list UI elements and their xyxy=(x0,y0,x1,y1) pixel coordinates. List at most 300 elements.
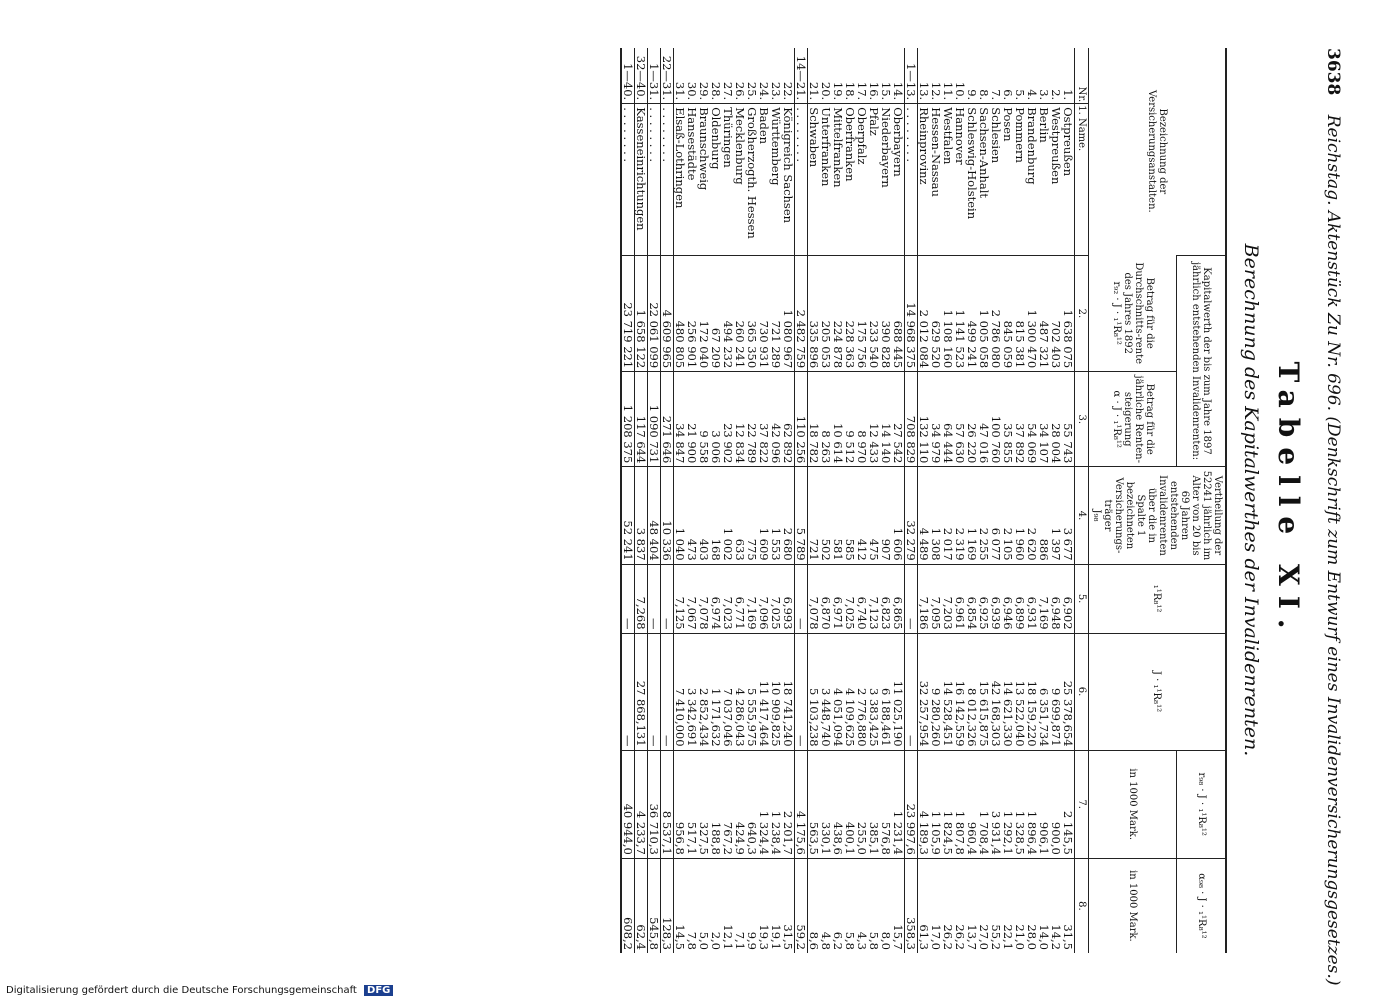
cell-c6: 7 037,046 xyxy=(722,633,734,750)
cell-c4: 4 489 xyxy=(917,467,930,564)
table-row xyxy=(1038,48,1050,953)
cell-c2: 1 080 967 xyxy=(782,255,795,371)
cell-nr: 10. xyxy=(952,81,967,101)
cell-c2: 815 381 xyxy=(1014,255,1026,371)
cell-name: Oberfranken xyxy=(844,104,856,256)
cell-nr: 25. xyxy=(744,81,759,101)
cell-c8: 4,3 xyxy=(856,858,868,953)
cell-c4: 2 620 xyxy=(1026,467,1038,564)
cell-name: Brandenburg xyxy=(1026,104,1038,256)
cell-name: Kasseneinrichtungen xyxy=(634,104,647,256)
table-row xyxy=(1002,48,1014,953)
cell-name: Niederbayern xyxy=(880,104,892,256)
cell-c4: 32 279 xyxy=(904,467,917,564)
cell-c5: 7,268 xyxy=(634,564,647,633)
cell-c7: 255,0 xyxy=(856,750,868,858)
table-row xyxy=(880,48,892,953)
cell-c2: 480 805 xyxy=(673,255,686,371)
digitization-footer xyxy=(6,985,393,996)
cell-c4: 5 789 xyxy=(794,467,807,564)
table-row-subtotal xyxy=(634,48,647,953)
cell-c6: 16 142,559 xyxy=(954,633,966,750)
dfg-logo: DFG xyxy=(364,985,393,996)
cell-c3: 271 646 xyxy=(660,372,673,467)
cell-c8: 14,0 xyxy=(1038,858,1050,953)
cell-c6: 14 621,330 xyxy=(1002,633,1014,750)
cell-c7: 767,2 xyxy=(722,750,734,858)
cell-c5: 6,925 xyxy=(978,564,990,633)
cell-c5: 7,067 xyxy=(686,564,698,633)
cell-c6: 1 171,632 xyxy=(710,633,722,750)
cell-c4: 721 xyxy=(807,467,820,564)
cell-c6: 2 852,434 xyxy=(698,633,710,750)
cell-nr: 22. xyxy=(780,81,795,101)
cell-c2: 228 363 xyxy=(844,255,856,371)
cell-c8: 17,0 xyxy=(930,858,942,953)
cell-c6: 2 776,880 xyxy=(856,633,868,750)
col-number-4: 4. xyxy=(1074,467,1088,564)
cell-c2: 224 878 xyxy=(832,255,844,371)
table-row-subtotal xyxy=(660,48,673,953)
cell-c4: 2 255 xyxy=(978,467,990,564)
cell-name: Württemberg xyxy=(770,104,782,256)
cell-c4: 3 837 xyxy=(634,467,647,564)
cell-c6: 4 051,094 xyxy=(832,633,844,750)
cell-c3: 22 789 xyxy=(746,372,758,467)
table-row xyxy=(966,48,978,953)
cell-name: Posen xyxy=(1002,104,1014,256)
cell-c6: 18 159,220 xyxy=(1026,633,1038,750)
cell-c8: 21,0 xyxy=(1014,858,1026,953)
cell-c4: 1 609 xyxy=(758,467,770,564)
cell-c4: 907 xyxy=(880,467,892,564)
table-row xyxy=(673,48,686,953)
cell-name: Mittelfranken xyxy=(832,104,844,256)
cell-c2: 365 350 xyxy=(746,255,758,371)
cell-c7: 36 710,3 xyxy=(647,750,660,858)
cell-c6: 27 868,131 xyxy=(634,633,647,750)
cell-c7: 23 997,6 xyxy=(904,750,917,858)
table-row-subtotal xyxy=(621,48,635,953)
cell-nr: 14. xyxy=(890,81,905,101)
table-subheading: Berechnung des Kapitalwerthes der Invalidenrenten. xyxy=(1239,243,1262,757)
col-2-formula: r₉₂ · J · ₁¹R₈¹² xyxy=(1110,281,1122,345)
cell-nr: 9. xyxy=(964,89,979,101)
cell-c5: 6,870 xyxy=(820,564,832,633)
cell-nr: 29. xyxy=(696,81,711,101)
cell-c7: 517,1 xyxy=(686,750,698,858)
cell-c2: 1 141 523 xyxy=(954,255,966,371)
table-row-subtotal xyxy=(904,48,917,953)
col-number-7: 7. xyxy=(1074,750,1088,858)
cell-name: Unterfranken xyxy=(820,104,832,256)
table-row xyxy=(892,48,905,953)
cell-c2: 730 931 xyxy=(758,255,770,371)
cell-c4: 2 105 xyxy=(1002,467,1014,564)
cell-nr: 15. xyxy=(878,81,893,101)
cell-c4: 10 336 xyxy=(660,467,673,564)
cell-c7: 4 189,3 xyxy=(917,750,930,858)
table-row xyxy=(942,48,954,953)
cell-c8: 31,5 xyxy=(1062,858,1075,953)
cell-c7: 1 807,8 xyxy=(954,750,966,858)
cell-name: Westfalen xyxy=(942,104,954,256)
cell-c6: 7 410,000 xyxy=(673,633,686,750)
cell-c4: 412 xyxy=(856,467,868,564)
cell-c4: 886 xyxy=(1038,467,1050,564)
cell-c2: 4 609 965 xyxy=(660,255,673,371)
cell-c7: 8 537,1 xyxy=(660,750,673,858)
cell-c2: 175 756 xyxy=(856,255,868,371)
cell-c6: 4 109,625 xyxy=(844,633,856,750)
cell-c7: 900,0 xyxy=(1050,750,1062,858)
cell-c5: 7,169 xyxy=(746,564,758,633)
table-row xyxy=(746,48,758,953)
cell-c4: 168 xyxy=(710,467,722,564)
cell-nr: 14—21. xyxy=(794,48,807,104)
table-row xyxy=(1050,48,1062,953)
cell-c2: 335 896 xyxy=(807,255,820,371)
cell-c6: — xyxy=(621,633,635,750)
cell-nr: 2. xyxy=(1048,89,1063,101)
cell-name: Rheinprovinz xyxy=(917,104,930,256)
cell-c4: 1 169 xyxy=(966,467,978,564)
cell-nr: 27. xyxy=(720,81,735,101)
cell-nr: 1—31. xyxy=(647,48,660,104)
cell-c8: 31,5 xyxy=(782,858,795,953)
cell-nr: 1—13. xyxy=(904,48,917,104)
cell-c3: 21 900 xyxy=(686,372,698,467)
cell-c8: 26,2 xyxy=(942,858,954,953)
cell-c4: 1 397 xyxy=(1050,467,1062,564)
table-row xyxy=(844,48,856,953)
cell-c7: 188,8 xyxy=(710,750,722,858)
cell-name: Sachsen-Anhalt xyxy=(978,104,990,256)
cell-nr: 13. xyxy=(916,81,931,101)
cell-c7: 327,5 xyxy=(698,750,710,858)
cell-c2: 2 012 084 xyxy=(917,255,930,371)
cell-c5: 7,023 xyxy=(722,564,734,633)
cell-c2: 205 053 xyxy=(820,255,832,371)
cell-name: . . . . . . . . xyxy=(621,104,635,256)
cell-c3: 1 090 731 xyxy=(647,372,660,467)
cell-nr: 20. xyxy=(818,81,833,101)
cell-c2: 1 108 160 xyxy=(942,255,954,371)
cell-c3: 26 220 xyxy=(966,372,978,467)
cell-c3: 28 004 xyxy=(1050,372,1062,467)
cell-name: Baden xyxy=(758,104,770,256)
cell-name: Westpreußen xyxy=(1050,104,1062,256)
cell-c6: 10 909,825 xyxy=(770,633,782,750)
cell-c3: 117 644 xyxy=(634,372,647,467)
cell-c3: 9 558 xyxy=(698,372,710,467)
cell-c3: 1 208 375 xyxy=(621,372,635,467)
cell-c3: 12 433 xyxy=(868,372,880,467)
cell-c7: 906,1 xyxy=(1038,750,1050,858)
cell-c3: 10 614 xyxy=(832,372,844,467)
col-header-nr: Nr. xyxy=(1074,48,1088,104)
cell-c2: 23 719 221 xyxy=(621,255,635,371)
cell-c5: 6,971 xyxy=(832,564,844,633)
cell-name: . . . . . . . . xyxy=(794,104,807,256)
cell-nr: 12. xyxy=(928,81,943,101)
table-row xyxy=(698,48,710,953)
cell-name: . . . . . . . . xyxy=(660,104,673,256)
cell-c7: 1 328,5 xyxy=(1014,750,1026,858)
cell-c7: 400,1 xyxy=(844,750,856,858)
cell-c5: 7,203 xyxy=(942,564,954,633)
table-row xyxy=(782,48,795,953)
cell-c8: 26,2 xyxy=(954,858,966,953)
cell-c4: 475 xyxy=(868,467,880,564)
cell-name: Oldenburg xyxy=(710,104,722,256)
cell-c2: 256 901 xyxy=(686,255,698,371)
cell-nr: 8. xyxy=(976,89,991,101)
cell-c8: 6,2 xyxy=(832,858,844,953)
cell-c6: 9 280,260 xyxy=(930,633,942,750)
cell-nr: 1—40. xyxy=(621,48,635,104)
cell-c6: 32 257,954 xyxy=(917,633,930,750)
cell-c8: 545,8 xyxy=(647,858,660,953)
col-1-number: 1. xyxy=(1075,105,1087,115)
cell-c7: 40 944,0 xyxy=(621,750,635,858)
cell-c8: 8,0 xyxy=(880,858,892,953)
cell-c4: 6 077 xyxy=(990,467,1002,564)
col-header-7: r₉₈ · J · ₁¹R₈¹² xyxy=(1176,750,1225,858)
cell-name: Schlesien xyxy=(990,104,1002,256)
cell-nr: 3. xyxy=(1036,89,1051,101)
cell-nr: 7. xyxy=(988,89,1003,101)
cell-c3: 3 006 xyxy=(710,372,722,467)
cell-c2: 14 968 375 xyxy=(904,255,917,371)
col-4-formula: J₉₈ xyxy=(1090,509,1102,522)
cell-c4: 775 xyxy=(746,467,758,564)
cell-c5: 6,948 xyxy=(1050,564,1062,633)
cell-c6: 5 555,975 xyxy=(746,633,758,750)
col-header-2 xyxy=(1088,255,1176,371)
col-number-6: 6. xyxy=(1074,633,1088,750)
cell-c8: 5,0 xyxy=(698,858,710,953)
cell-c2: 487 321 xyxy=(1038,255,1050,371)
table-row xyxy=(710,48,722,953)
table-row xyxy=(686,48,698,953)
cell-c8: 128,3 xyxy=(660,858,673,953)
table-row xyxy=(868,48,880,953)
cell-c6: 11 417,464 xyxy=(758,633,770,750)
cell-c2: 494 232 xyxy=(722,255,734,371)
col-header-4 xyxy=(1088,467,1226,564)
cell-c4: 473 xyxy=(686,467,698,564)
cell-c8: 28,0 xyxy=(1026,858,1038,953)
table-row-subtotal xyxy=(647,48,660,953)
table-row-subtotal xyxy=(794,48,807,953)
col-number-3: 3. xyxy=(1074,372,1088,467)
cell-name: . . . . . . . . xyxy=(904,104,917,256)
cell-c7: 1 896,4 xyxy=(1026,750,1038,858)
cell-c2: 67 209 xyxy=(710,255,722,371)
cell-c8: 59,2 xyxy=(794,858,807,953)
cell-c7: 1 105,9 xyxy=(930,750,942,858)
cell-c4: 502 xyxy=(820,467,832,564)
table-row xyxy=(734,48,746,953)
cell-nr: 21. xyxy=(806,81,821,101)
cell-c2: 1 300 470 xyxy=(1026,255,1038,371)
cell-c2: 688 445 xyxy=(892,255,905,371)
cell-c6: 3 383,425 xyxy=(868,633,880,750)
cell-nr: 11. xyxy=(940,81,955,101)
cell-c2: 721 289 xyxy=(770,255,782,371)
table-row xyxy=(770,48,782,953)
cell-c8: 61,3 xyxy=(917,858,930,953)
cell-c3: 110 256 xyxy=(794,372,807,467)
cell-c5: 7,025 xyxy=(844,564,856,633)
cell-name: Schwaben xyxy=(807,104,820,256)
cell-c3: 100 760 xyxy=(990,372,1002,467)
cell-c8: 19,3 xyxy=(758,858,770,953)
col-3-label: Betrag für die jährliche Renten-steigerung xyxy=(1121,375,1155,463)
cell-c8: 15,7 xyxy=(892,858,905,953)
cell-c5: — xyxy=(647,564,660,633)
cell-c3: 42 096 xyxy=(770,372,782,467)
cell-c4: 1 040 xyxy=(673,467,686,564)
cell-c5: — xyxy=(621,564,635,633)
cell-c3: 27 542 xyxy=(892,372,905,467)
cell-c3: 55 743 xyxy=(1062,372,1075,467)
cell-c5: 7,096 xyxy=(758,564,770,633)
cell-name: Hansestädte xyxy=(686,104,698,256)
cell-c2: 1 005 058 xyxy=(978,255,990,371)
cell-c8: 358,3 xyxy=(904,858,917,953)
cell-c5: 6,946 xyxy=(1002,564,1014,633)
col-header-name xyxy=(1074,104,1088,256)
cell-c7: 438,6 xyxy=(832,750,844,858)
cell-c3: 8 970 xyxy=(856,372,868,467)
name-group-label: Bezeichnung der Versicherungsanstalten. xyxy=(1145,89,1168,213)
cell-c6: — xyxy=(647,633,660,750)
cell-c2: 1 638 075 xyxy=(1062,255,1075,371)
cell-c8: 13,7 xyxy=(966,858,978,953)
cell-nr: 30. xyxy=(684,81,699,101)
cell-c4: 48 404 xyxy=(647,467,660,564)
cell-c5: 6,899 xyxy=(1014,564,1026,633)
document-title: Reichstag. Aktenstück Zu Nr. 696. (Denkschrift zum Entwurf eines Invalidenversicherungsgesetzes.) xyxy=(1322,114,1343,986)
cell-c2: 702 403 xyxy=(1050,255,1062,371)
cell-c5: 6,902 xyxy=(1062,564,1075,633)
cell-c4: 585 xyxy=(844,467,856,564)
cell-c7: 330,1 xyxy=(820,750,832,858)
cell-c5: 6,865 xyxy=(892,564,905,633)
cell-c8: 62,4 xyxy=(634,858,647,953)
cell-c4: 403 xyxy=(698,467,710,564)
cell-c7: 424,9 xyxy=(734,750,746,858)
cell-c3: 35 855 xyxy=(1002,372,1014,467)
cell-c2: 2 482 759 xyxy=(794,255,807,371)
cell-c3: 14 140 xyxy=(880,372,892,467)
cell-c5: — xyxy=(660,564,673,633)
cell-c8: 608,2 xyxy=(621,858,635,953)
table-row xyxy=(807,48,820,953)
cell-c8: 8,6 xyxy=(807,858,820,953)
cell-c2: 172 040 xyxy=(698,255,710,371)
cell-nr: 16. xyxy=(866,81,881,101)
col-number-8: 8. xyxy=(1074,858,1088,953)
cell-c2: 2 786 080 xyxy=(990,255,1002,371)
col-header-5: ₁¹R₈¹² xyxy=(1088,564,1226,633)
cell-c4: 1 960 xyxy=(1014,467,1026,564)
cell-c7: 960,4 xyxy=(966,750,978,858)
cell-c7: 3 931,4 xyxy=(990,750,1002,858)
cell-name: Braunschweig xyxy=(698,104,710,256)
cell-c5: — xyxy=(904,564,917,633)
cell-c3: 62 892 xyxy=(782,372,795,467)
cell-c5: 6,931 xyxy=(1026,564,1038,633)
page-number: 3638 xyxy=(1322,48,1343,96)
cell-c5: 6,740 xyxy=(856,564,868,633)
cell-c4: 2 017 xyxy=(942,467,954,564)
cell-name: Ostpreußen xyxy=(1062,104,1075,256)
col-header-name-group xyxy=(1088,48,1226,255)
col-7-unit: in 1000 Mark. xyxy=(1088,750,1176,858)
cell-c7: 576,8 xyxy=(880,750,892,858)
cell-c5: 6,993 xyxy=(782,564,795,633)
cell-c6: 18 741,240 xyxy=(782,633,795,750)
cell-c3: 9 512 xyxy=(844,372,856,467)
cell-c8: 7,1 xyxy=(734,858,746,953)
cell-nr: 24. xyxy=(756,81,771,101)
col-header-3 xyxy=(1088,372,1176,467)
cell-c6: 15 615,875 xyxy=(978,633,990,750)
page-header xyxy=(1317,48,1343,986)
cell-c3: 23 902 xyxy=(722,372,734,467)
table-row xyxy=(856,48,868,953)
cell-c7: 4 175,6 xyxy=(794,750,807,858)
cell-nr: 17. xyxy=(854,81,869,101)
cell-c2: 390 828 xyxy=(880,255,892,371)
cell-c2: 629 520 xyxy=(930,255,942,371)
cell-c8: 4,8 xyxy=(820,858,832,953)
cell-c8: 7,8 xyxy=(686,858,698,953)
cell-c3: 34 847 xyxy=(673,372,686,467)
cell-name: . . . . . . . . xyxy=(647,104,660,256)
cell-c6: 14 528,451 xyxy=(942,633,954,750)
cell-c6: 9 699,871 xyxy=(1050,633,1062,750)
cell-c7: 1 238,4 xyxy=(770,750,782,858)
cell-c2: 233 540 xyxy=(868,255,880,371)
cell-c5: 6,823 xyxy=(880,564,892,633)
cell-c5: 6,939 xyxy=(990,564,1002,633)
cell-c3: 47 016 xyxy=(978,372,990,467)
col-3-formula: α · J · ₁¹R₈¹² xyxy=(1110,390,1122,448)
col-2-label: Betrag für die Durchschnitts-rente des Jahres 1892 xyxy=(1121,262,1155,365)
cell-c3: 12 834 xyxy=(734,372,746,467)
col-header-kap-group: Kapitalwerth der bis zum Jahre 1897 jährlich entstehenden Invalidenrenten: xyxy=(1176,255,1225,467)
cell-c8: 22,1 xyxy=(1002,858,1014,953)
cell-name: Mecklenburg xyxy=(734,104,746,256)
cell-c5: 6,854 xyxy=(966,564,978,633)
cell-c7: 563,5 xyxy=(807,750,820,858)
cell-c6: — xyxy=(660,633,673,750)
table-row xyxy=(978,48,990,953)
cell-c5: — xyxy=(794,564,807,633)
table-row xyxy=(1062,48,1075,953)
table-row xyxy=(954,48,966,953)
cell-c6: 13 522,040 xyxy=(1014,633,1026,750)
cell-c3: 132 110 xyxy=(917,372,930,467)
cell-c4: 1 553 xyxy=(770,467,782,564)
cell-c6: — xyxy=(904,633,917,750)
footer-text: Digitalisierung gefördert durch die Deutsche Forschungsgemeinschaft xyxy=(6,985,357,996)
cell-name: Hannover xyxy=(954,104,966,256)
